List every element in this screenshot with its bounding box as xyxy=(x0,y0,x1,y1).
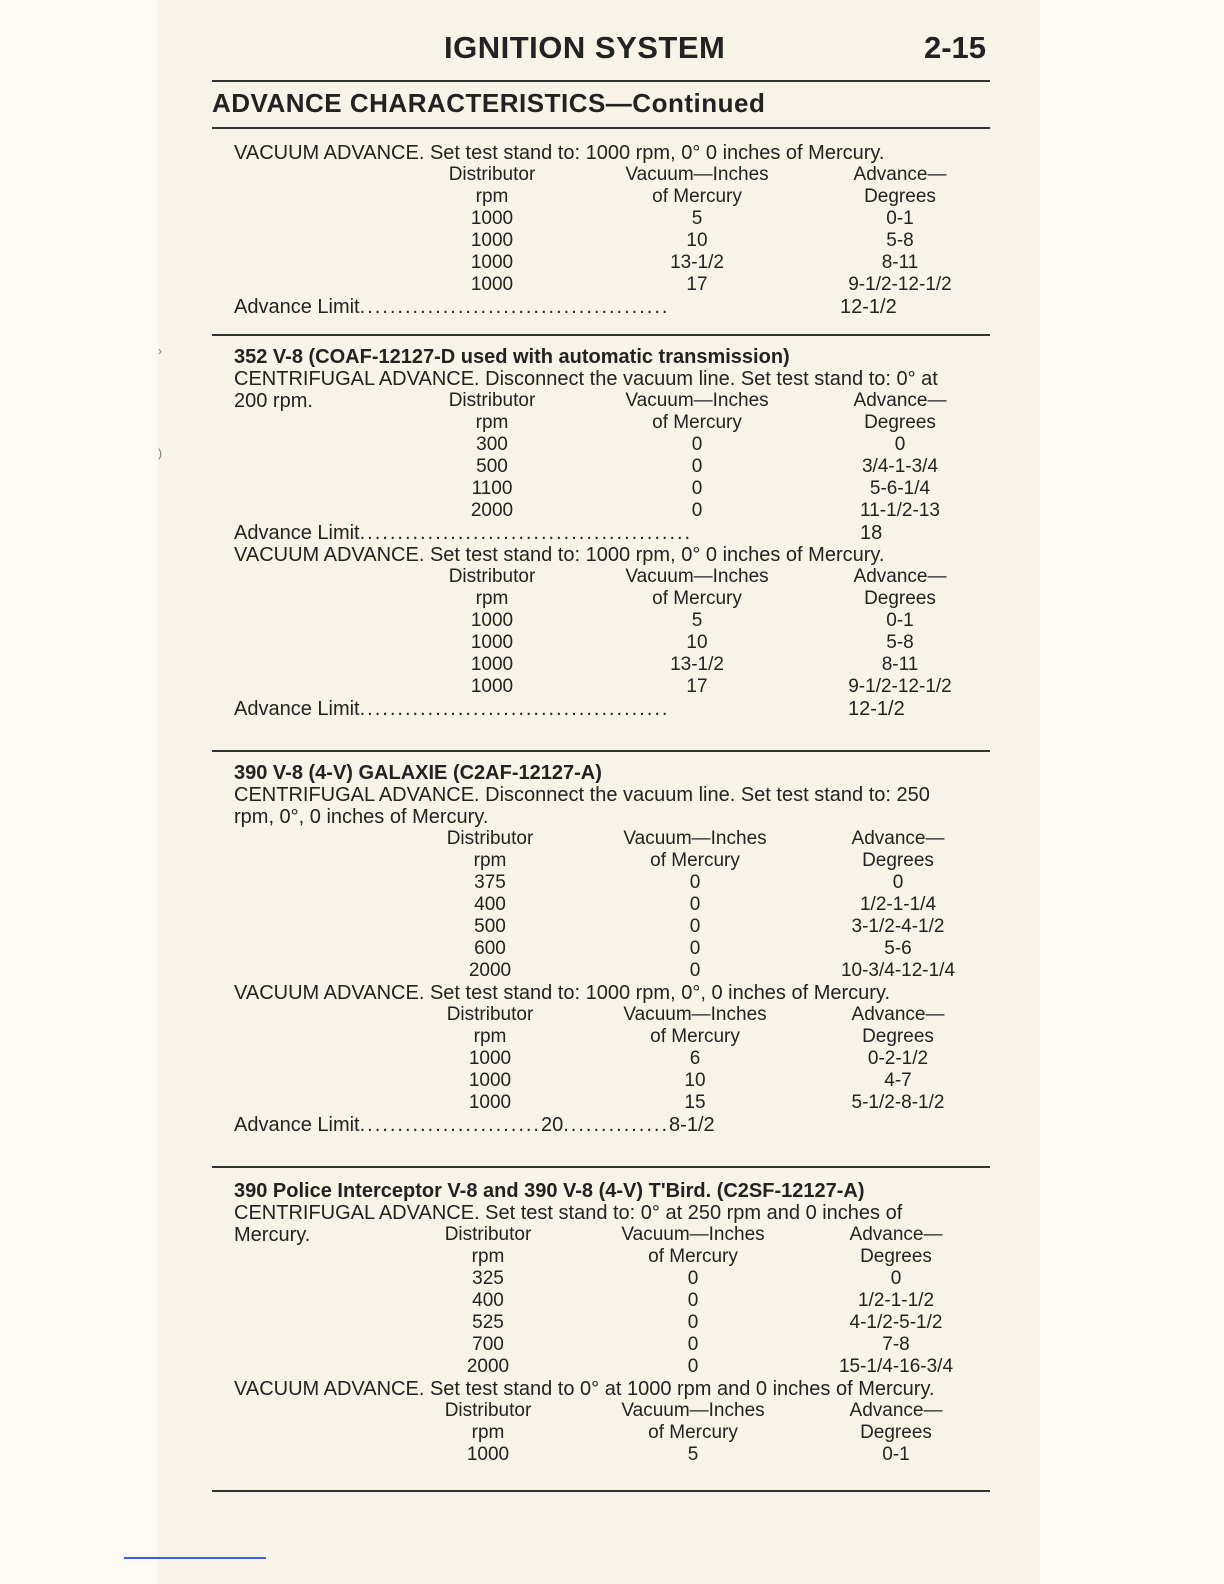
footer-link-line xyxy=(124,1557,266,1559)
rpm-cell: 2000 xyxy=(470,500,514,521)
col-header: Distributor xyxy=(446,1004,534,1025)
spec-header xyxy=(400,1004,986,1048)
col-header: Advance— xyxy=(853,164,947,185)
rpm-cell: 300 xyxy=(476,434,508,455)
col-header: Vacuum—Inches xyxy=(621,1224,765,1245)
advance-cell: 5-1/2-8-1/2 xyxy=(851,1092,945,1113)
divider xyxy=(212,80,990,82)
vacuum-cell: 0 xyxy=(687,1268,699,1289)
table-row xyxy=(400,894,986,916)
spec-rows xyxy=(402,434,988,522)
advance-limit-value: 12-1/2 xyxy=(848,698,905,720)
vacuum-advance-section xyxy=(234,142,974,318)
rpm-cell: 1000 xyxy=(470,610,514,631)
vacuum-cell: 0 xyxy=(691,478,703,499)
table-row xyxy=(400,1070,986,1092)
advance-cell: 9-1/2-12-1/2 xyxy=(848,676,952,697)
spec-table xyxy=(402,566,988,698)
vacuum-cell: 0 xyxy=(689,916,701,937)
table-row xyxy=(400,872,986,894)
rpm-cell: 1000 xyxy=(470,676,514,697)
advance-cell: 5-8 xyxy=(886,230,914,251)
engine-heading: 352 V-8 (COAF-12127-D used with automatic transmission) xyxy=(234,346,790,368)
table-row xyxy=(402,434,988,456)
table-row xyxy=(400,960,986,982)
vacuum-cell: 0 xyxy=(687,1290,699,1311)
spec-table xyxy=(400,1004,986,1114)
col-header: of Mercury xyxy=(652,412,742,433)
col-header: of Mercury xyxy=(650,850,740,871)
advance-limit-vacuum: 20 xyxy=(540,1114,564,1136)
rpm-cell: 1000 xyxy=(468,1092,512,1113)
col-header: Vacuum—Inches xyxy=(625,164,769,185)
table-row xyxy=(398,1290,984,1312)
advance-cell: 0 xyxy=(894,434,906,455)
instruction-text: CENTRIFUGAL ADVANCE. Disconnect the vacuum line. Set test stand to: 250 xyxy=(234,784,930,806)
rpm-cell: 1000 xyxy=(466,1444,510,1465)
advance-cell: 0-1 xyxy=(882,1444,910,1465)
col-header: Vacuum—Inches xyxy=(623,828,767,849)
advance-cell: 4-7 xyxy=(884,1070,912,1091)
rpm-cell: 1000 xyxy=(470,230,514,251)
spec-table xyxy=(398,1400,984,1466)
col-header: Degrees xyxy=(864,588,936,609)
col-header: Distributor xyxy=(448,390,536,411)
divider xyxy=(212,1166,990,1168)
rpm-cell: 2000 xyxy=(468,960,512,981)
table-row xyxy=(402,610,988,632)
instruction-text: CENTRIFUGAL ADVANCE. Set test stand to: 0° at 250 rpm and 0 inches of xyxy=(234,1202,903,1224)
section-subtitle: ADVANCE CHARACTERISTICS—Continued xyxy=(212,88,766,118)
vacuum-cell: 10 xyxy=(686,632,708,653)
spec-rows xyxy=(398,1268,984,1378)
vacuum-cell: 10 xyxy=(686,230,708,251)
spec-table xyxy=(402,164,988,296)
advance-limit-row xyxy=(234,296,974,318)
instruction-text: VACUUM ADVANCE. Set test stand to: 1000 rpm, 0° 0 inches of Mercury. xyxy=(234,142,885,164)
advance-cell: 0-1 xyxy=(886,208,914,229)
vacuum-cell: 5 xyxy=(687,1444,699,1465)
advance-limit-label: Advance Limit xyxy=(234,296,360,318)
rpm-cell: 1000 xyxy=(468,1070,512,1091)
rpm-cell: 375 xyxy=(474,872,506,893)
advance-cell: 5-8 xyxy=(886,632,914,653)
advance-cell: 5-6-1/4 xyxy=(869,478,931,499)
col-header: of Mercury xyxy=(652,588,742,609)
col-header: Advance— xyxy=(853,390,947,411)
advance-cell: 0 xyxy=(892,872,904,893)
vacuum-cell: 0 xyxy=(687,1356,699,1377)
engine-heading: 390 Police Interceptor V-8 and 390 V-8 (4-V) T'Bird. (C2SF-12127-A) xyxy=(234,1180,865,1202)
spec-header xyxy=(402,566,988,610)
advance-cell: 5-6 xyxy=(884,938,912,959)
spec-rows xyxy=(400,872,986,982)
col-header: Degrees xyxy=(862,1026,934,1047)
advance-limit-label: Advance Limit xyxy=(234,522,360,544)
table-row xyxy=(400,1048,986,1070)
advance-limit-row xyxy=(234,522,974,544)
divider xyxy=(212,750,990,752)
advance-cell: 0-2-1/2 xyxy=(867,1048,929,1069)
advance-cell: 3-1/2-4-1/2 xyxy=(851,916,945,937)
rpm-cell: 1000 xyxy=(470,208,514,229)
advance-cell: 8-11 xyxy=(881,654,919,675)
vacuum-cell: 0 xyxy=(691,500,703,521)
col-header: rpm xyxy=(473,1026,507,1047)
leader-dots: .............. xyxy=(563,1114,670,1136)
vacuum-cell: 15 xyxy=(684,1092,706,1113)
vacuum-cell: 10 xyxy=(684,1070,706,1091)
vacuum-cell: 5 xyxy=(691,610,703,631)
col-header: Degrees xyxy=(860,1246,932,1267)
rpm-cell: 1000 xyxy=(468,1048,512,1069)
advance-cell: 7-8 xyxy=(882,1334,910,1355)
vacuum-cell: 13-1/2 xyxy=(670,654,724,675)
col-header: Distributor xyxy=(448,164,536,185)
advance-cell: 1/2-1-1/2 xyxy=(857,1290,935,1311)
col-header: Advance— xyxy=(849,1400,943,1421)
col-header: of Mercury xyxy=(648,1246,738,1267)
vacuum-cell: 0 xyxy=(691,456,703,477)
advance-cell: 8-11 xyxy=(881,252,919,273)
col-header: Vacuum—Inches xyxy=(625,390,769,411)
table-row xyxy=(400,938,986,960)
col-header: Distributor xyxy=(444,1400,532,1421)
col-header: Degrees xyxy=(860,1422,932,1443)
spec-table xyxy=(400,828,986,982)
divider xyxy=(212,334,990,336)
table-row xyxy=(402,252,988,274)
spec-header xyxy=(398,1224,984,1268)
leader-dots: ......................................... xyxy=(359,296,670,318)
engine-heading: 390 V-8 (4-V) GALAXIE (C2AF-12127-A) xyxy=(234,762,602,784)
spec-rows xyxy=(402,610,988,698)
table-row xyxy=(402,654,988,676)
advance-cell: 0 xyxy=(890,1268,902,1289)
rpm-cell: 1100 xyxy=(471,478,513,499)
divider xyxy=(212,127,990,129)
advance-cell: 10-3/4-12-1/4 xyxy=(840,960,956,981)
instruction-text: VACUUM ADVANCE. Set test stand to: 1000 rpm, 0° 0 inches of Mercury. xyxy=(234,544,885,566)
table-row xyxy=(398,1444,984,1466)
table-row xyxy=(402,274,988,296)
vacuum-cell: 17 xyxy=(686,676,708,697)
spec-table xyxy=(402,390,988,522)
rpm-cell: 1000 xyxy=(470,274,514,295)
vacuum-cell: 17 xyxy=(686,274,708,295)
col-header: Vacuum—Inches xyxy=(621,1400,765,1421)
table-row xyxy=(402,208,988,230)
leader-dots: ............................................ xyxy=(359,522,693,544)
advance-limit-label: Advance Limit xyxy=(234,698,360,720)
col-header: Distributor xyxy=(444,1224,532,1245)
spec-header xyxy=(398,1400,984,1444)
col-header: rpm xyxy=(475,186,509,207)
advance-limit-row xyxy=(234,1114,974,1136)
spec-rows xyxy=(400,1048,986,1114)
rpm-cell: 525 xyxy=(472,1312,504,1333)
table-row xyxy=(400,1092,986,1114)
table-row xyxy=(400,916,986,938)
table-row xyxy=(402,230,988,252)
engine-section-390-galaxie xyxy=(234,762,974,1136)
col-header: rpm xyxy=(471,1246,505,1267)
col-header: of Mercury xyxy=(648,1422,738,1443)
table-row xyxy=(402,500,988,522)
col-header: Advance— xyxy=(851,828,945,849)
vacuum-cell: 5 xyxy=(691,208,703,229)
table-row xyxy=(402,456,988,478)
engine-section-390-police-tbird xyxy=(234,1180,974,1466)
col-header: of Mercury xyxy=(650,1026,740,1047)
leader-dots: ........................ xyxy=(359,1114,541,1136)
vacuum-cell: 0 xyxy=(687,1312,699,1333)
col-header: Advance— xyxy=(851,1004,945,1025)
col-header: rpm xyxy=(475,588,509,609)
vacuum-cell: 0 xyxy=(689,872,701,893)
rpm-cell: 2000 xyxy=(466,1356,510,1377)
rpm-cell: 1000 xyxy=(470,654,514,675)
col-header: Degrees xyxy=(864,186,936,207)
col-header: Distributor xyxy=(448,566,536,587)
advance-limit-value: 12-1/2 xyxy=(840,296,897,318)
spec-header xyxy=(402,390,988,434)
advance-cell: 3/4-1-3/4 xyxy=(861,456,939,477)
rpm-cell: 500 xyxy=(474,916,506,937)
col-header: of Mercury xyxy=(652,186,742,207)
rpm-cell: 400 xyxy=(474,894,506,915)
engine-section-352 xyxy=(234,346,974,720)
spec-rows xyxy=(402,208,988,296)
spec-header xyxy=(400,828,986,872)
col-header: Distributor xyxy=(446,828,534,849)
page-number: 2-15 xyxy=(923,30,986,65)
rpm-cell: 400 xyxy=(472,1290,504,1311)
spec-header xyxy=(402,164,988,208)
vacuum-cell: 6 xyxy=(689,1048,701,1069)
vacuum-cell: 0 xyxy=(689,938,701,959)
advance-limit-row xyxy=(234,698,974,720)
advance-cell: 0-1 xyxy=(886,610,914,631)
advance-cell: 9-1/2-12-1/2 xyxy=(848,274,952,295)
scan-mark: › xyxy=(158,344,162,358)
divider xyxy=(212,1490,990,1492)
rpm-cell: 500 xyxy=(476,456,508,477)
page-header xyxy=(212,28,990,76)
col-header: Vacuum—Inches xyxy=(625,566,769,587)
col-header: Advance— xyxy=(849,1224,943,1245)
instruction-text: rpm, 0°, 0 inches of Mercury. xyxy=(234,806,489,828)
advance-limit-value: 8-1/2 xyxy=(669,1114,715,1136)
instruction-text: 200 rpm. xyxy=(234,390,313,412)
scan-mark: ) xyxy=(158,446,162,460)
spec-rows xyxy=(398,1444,984,1466)
col-header: rpm xyxy=(473,850,507,871)
spec-table xyxy=(398,1224,984,1378)
col-header: rpm xyxy=(471,1422,505,1443)
table-row xyxy=(402,478,988,500)
instruction-text: Mercury. xyxy=(234,1224,311,1246)
table-row xyxy=(398,1334,984,1356)
advance-limit-label: Advance Limit xyxy=(234,1114,360,1136)
table-row xyxy=(398,1312,984,1334)
col-header: Vacuum—Inches xyxy=(623,1004,767,1025)
advance-cell: 4-1/2-5-1/2 xyxy=(849,1312,943,1333)
instruction-text: CENTRIFUGAL ADVANCE. Disconnect the vacuum line. Set test stand to: 0° at xyxy=(234,368,938,390)
table-row xyxy=(398,1356,984,1378)
table-row xyxy=(402,676,988,698)
vacuum-cell: 0 xyxy=(689,894,701,915)
instruction-text: VACUUM ADVANCE. Set test stand to: 1000 rpm, 0°, 0 inches of Mercury. xyxy=(234,982,891,1004)
table-row xyxy=(402,632,988,654)
col-header: Degrees xyxy=(862,850,934,871)
instruction-text: VACUUM ADVANCE. Set test stand to 0° at 1000 rpm and 0 inches of Mercury. xyxy=(234,1378,935,1400)
advance-cell: 11-1/2-13 xyxy=(860,500,940,521)
col-header: Degrees xyxy=(864,412,936,433)
vacuum-cell: 0 xyxy=(691,434,703,455)
col-header: rpm xyxy=(475,412,509,433)
rpm-cell: 600 xyxy=(474,938,506,959)
col-header: Advance— xyxy=(853,566,947,587)
rpm-cell: 1000 xyxy=(470,632,514,653)
vacuum-cell: 0 xyxy=(687,1334,699,1355)
table-row xyxy=(398,1268,984,1290)
advance-limit-value: 18 xyxy=(860,522,883,544)
rpm-cell: 700 xyxy=(472,1334,504,1355)
vacuum-cell: 13-1/2 xyxy=(670,252,724,273)
rpm-cell: 325 xyxy=(472,1268,504,1289)
leader-dots: ......................................... xyxy=(359,698,670,720)
advance-cell: 1/2-1-1/4 xyxy=(859,894,937,915)
page-title: IGNITION SYSTEM xyxy=(444,30,726,65)
vacuum-cell: 0 xyxy=(689,960,701,981)
advance-cell: 15-1/4-16-3/4 xyxy=(838,1356,954,1377)
rpm-cell: 1000 xyxy=(470,252,514,273)
